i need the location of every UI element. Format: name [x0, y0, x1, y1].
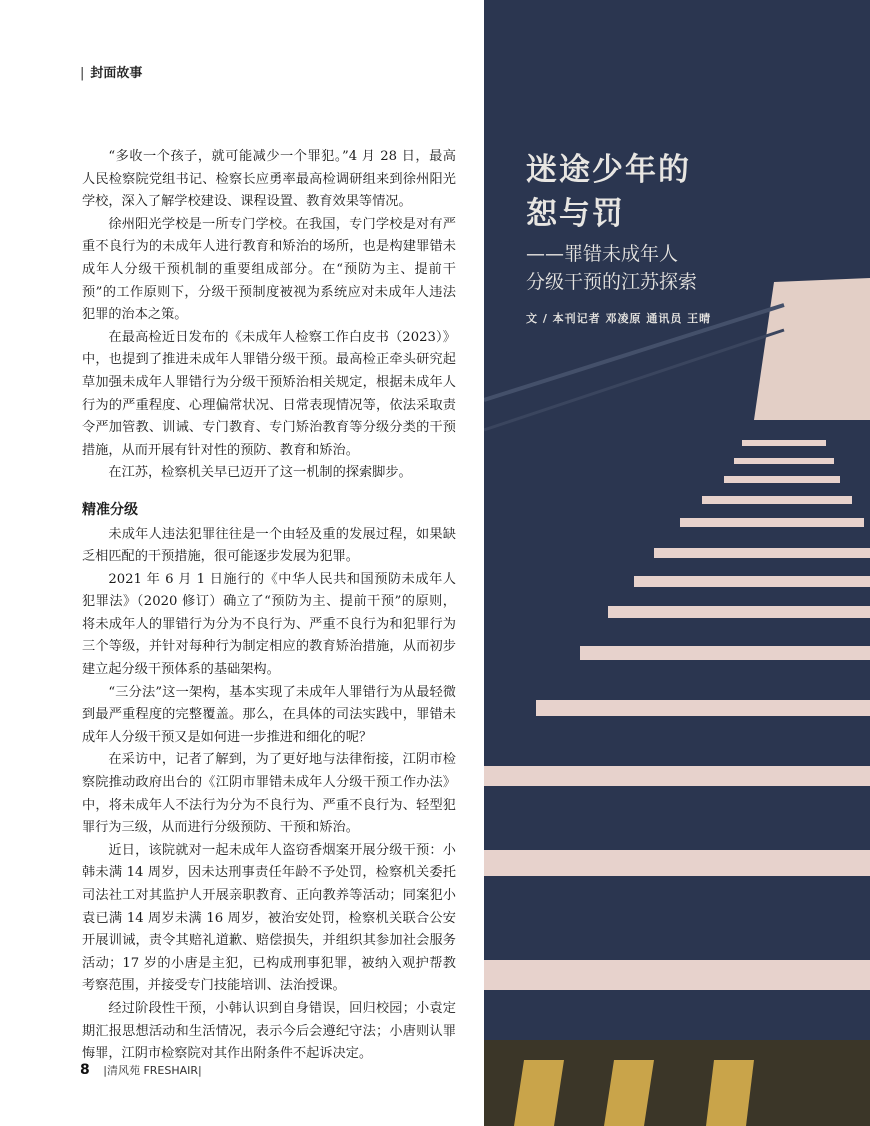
paragraph: “多收一个孩子，就可能减少一个罪犯。”4 月 28 日，最高人民检察院党组书记、检察长应勇率最高检调研组来到徐州阳光学校，深入了解学校建设、课程设置、教育效果等情况。	[82, 149, 456, 210]
crosswalk-stripe	[724, 476, 840, 483]
crosswalk-stripe	[680, 518, 864, 527]
crosswalk-stripe	[536, 700, 870, 716]
page-footer	[80, 1062, 202, 1078]
crosswalk-stripe	[484, 850, 870, 876]
crosswalk-stripe	[702, 496, 852, 504]
crosswalk-stripe	[484, 960, 870, 990]
section-heading: 精准分级	[82, 501, 138, 518]
section-tag-label: 封面故事	[90, 66, 143, 81]
section-tag-bar: |	[80, 66, 85, 81]
paragraph: 在采访中，记者了解到，为了更好地与法律衔接，江阴市检察院推动政府出台的《江阴市罪错未成年人分级干预工作办法》中，将未成年人不法行为分为不良行为、严重不良行为、轻型犯罪行为三级，从而进行分级预防、干预和矫治。	[82, 752, 456, 836]
paragraph: 2021 年 6 月 1 日施行的《中华人民共和国预防未成年人犯罪法》（2020 修订）确立了“预防为主、提前干预”的原则，将未成年人的罪错行为分为不良行为、严重不良行为和犯罪行为三个等级，并针对每种行为制定相应的教育矫治措施，从而初步建立起分级干预体系的基础架构。	[82, 571, 456, 678]
crosswalk-stripe	[634, 576, 870, 587]
article-byline: 文 / 本刊记者 邓凌原 通讯员 王晴	[526, 312, 712, 325]
paragraph: 经过阶段性干预，小韩认识到自身错误，回归校园；小袁定期汇报思想活动和生活情况，表示今后会遵纪守法；小唐则认罪悔罪，江阴市检察院对其作出附条件不起诉决定。	[82, 1000, 456, 1062]
paragraph: 徐州阳光学校是一所专门学校。在我国，专门学校是对有严重不良行为的未成年人进行教育和矫治的场所，也是构建罪错未成年人分级干预机制的重要组成部分。在“预防为主、提前干预”的工作原则下，分级干预制度被视为系统应对未成年人违法犯罪的治本之策。	[82, 216, 456, 323]
paragraph: 在最高检近日发布的《未成年人检察工作白皮书（2023）》中，也提到了推进未成年人罪错分级干预。最高检正牵头研究起草加强未成年人罪错行为分级干预矫治相关规定，根据未成年人行为的严重程度、心理偏常状况、日常表现情况等，依法采取责令严加管教、训诫、专门教育、专门矫治教育等分级分类的干预措施，从而开展有针对性的预防、教育和矫治。	[82, 329, 456, 458]
paragraph: 近日，该院就对一起未成年人盗窃香烟案开展分级干预：小韩未满 14 周岁，因未达刑事责任年龄不予处罚，检察机关委托司法社工对其监护人开展亲职教育、正向教养等活动；同案犯小袁已满 14 周岁未满 16 周岁，被治安处罚，检察机关联合公安开展训诫，责令其赔礼道歉、赔偿损失，并组织其参加社会服务活动；17 岁的小唐是主犯，已构成刑事犯罪，被纳入观护帮教考察范围，并接受专门技能培训、法治授课。	[82, 842, 456, 994]
crosswalk-stripe	[654, 548, 870, 558]
yellow-mark	[706, 1060, 754, 1126]
article-subtitle: ——罪错未成年人 分级干预的江苏探索	[526, 243, 698, 293]
section-paragraphs	[82, 524, 456, 1066]
crosswalk-stripe	[484, 766, 870, 786]
crosswalk-stripe	[734, 458, 834, 464]
title-block	[526, 148, 856, 326]
crosswalk-stripe	[580, 646, 870, 660]
paragraph: “三分法”这一架构，基本实现了未成年人罪错行为从最轻微到最严重程度的完整覆盖。那么，在具体的司法实践中，罪错未成年人分级干预又是如何进一步推进和细化的呢？	[82, 684, 456, 745]
crosswalk-stripe	[608, 606, 870, 618]
intro-paragraphs	[82, 146, 456, 485]
article-column	[82, 146, 456, 1066]
section-tag	[80, 62, 142, 81]
paragraph: 未成年人违法犯罪往往是一个由轻及重的发展过程，如果缺乏相匹配的干预措施，很可能逐步发展为犯罪。	[82, 526, 456, 565]
page-number: 8	[80, 1062, 90, 1078]
paragraph: 在江苏，检察机关早已迈开了这一机制的探索脚步。	[108, 465, 412, 481]
crosswalk-stripe	[742, 440, 826, 446]
magazine-name: |清风苑 FRESHAIR|	[103, 1064, 202, 1077]
article-title: 迷途少年的 恕与罚	[526, 152, 691, 232]
